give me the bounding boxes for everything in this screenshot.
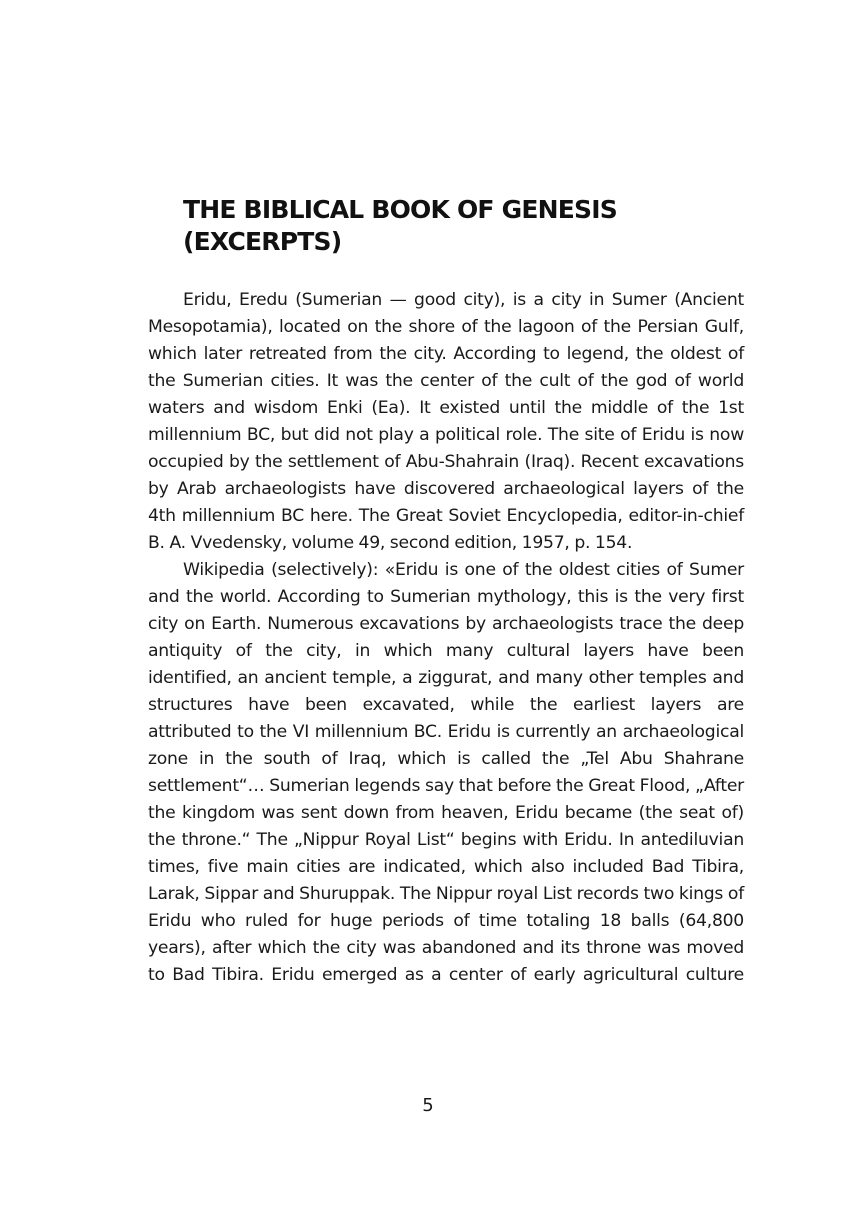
- chapter-title-line-1: THE BIBLICAL BOOK OF GENESIS: [183, 195, 617, 224]
- chapter-title: [183, 194, 743, 258]
- body-text: [148, 287, 744, 989]
- chapter-title-line-2: (EXCERPTS): [183, 227, 342, 256]
- paragraph-eridu-encyclopedia: Eridu, Eredu (Sumerian — good city), is a city in Sumer (Ancient Mesopotamia), located on the shore of the lagoon of the Persian Gulf, which later retreated from the city. According to legend, the oldest of the Sumerian cities. It was the center of the cult of the god of world waters and wisdom Enki (Ea). It existed until the middle of the 1st millennium BC, but did not play a political role. The site of Eridu is now occupied by the settlement of Abu-Shahrain (Iraq). Recent excavations by Arab archaeologists have discovered archaeological layers of the 4th millennium BC here. The Great Soviet Encyclopedia, editor-in-chief B. A. Vvedensky, volume 49, second edition, 1957, p. 154.: [148, 290, 744, 553]
- page-number: 5: [422, 1095, 434, 1116]
- paragraph-eridu-wikipedia: Wikipedia (selectively): «Eridu is one of the oldest cities of Sumer and the world. According to Sumerian mythology, this is the very first city on Earth. Numerous excavations by archaeologists trace the deep antiquity of the city, in which many cultural layers have been identified, an ancient temple, a ziggurat, and many other temples and structures have been excavated, while the earliest layers are attributed to the VI millennium BC. Eridu is currently an archaeological zone in the south of Iraq, which is called the „Tel Abu Shahrane settlement“… Sumerian legends say that before the Great Flood, „After the kingdom was sent down from heaven, Eridu became (the seat of) the throne.“ The „Nippur Royal List“ begins with Eridu. In antediluvian times, five main cities are indicated, which also included Bad Tibira, Larak, Sippar and Shuruppak. The Nippur royal List records two kings of Eridu who ruled for huge periods of time totaling 18 balls (64,800 years), after which the city was abandoned and its throne was moved to Bad Tibira. Eridu emerged as a center of early agricultural culture: [148, 560, 744, 985]
